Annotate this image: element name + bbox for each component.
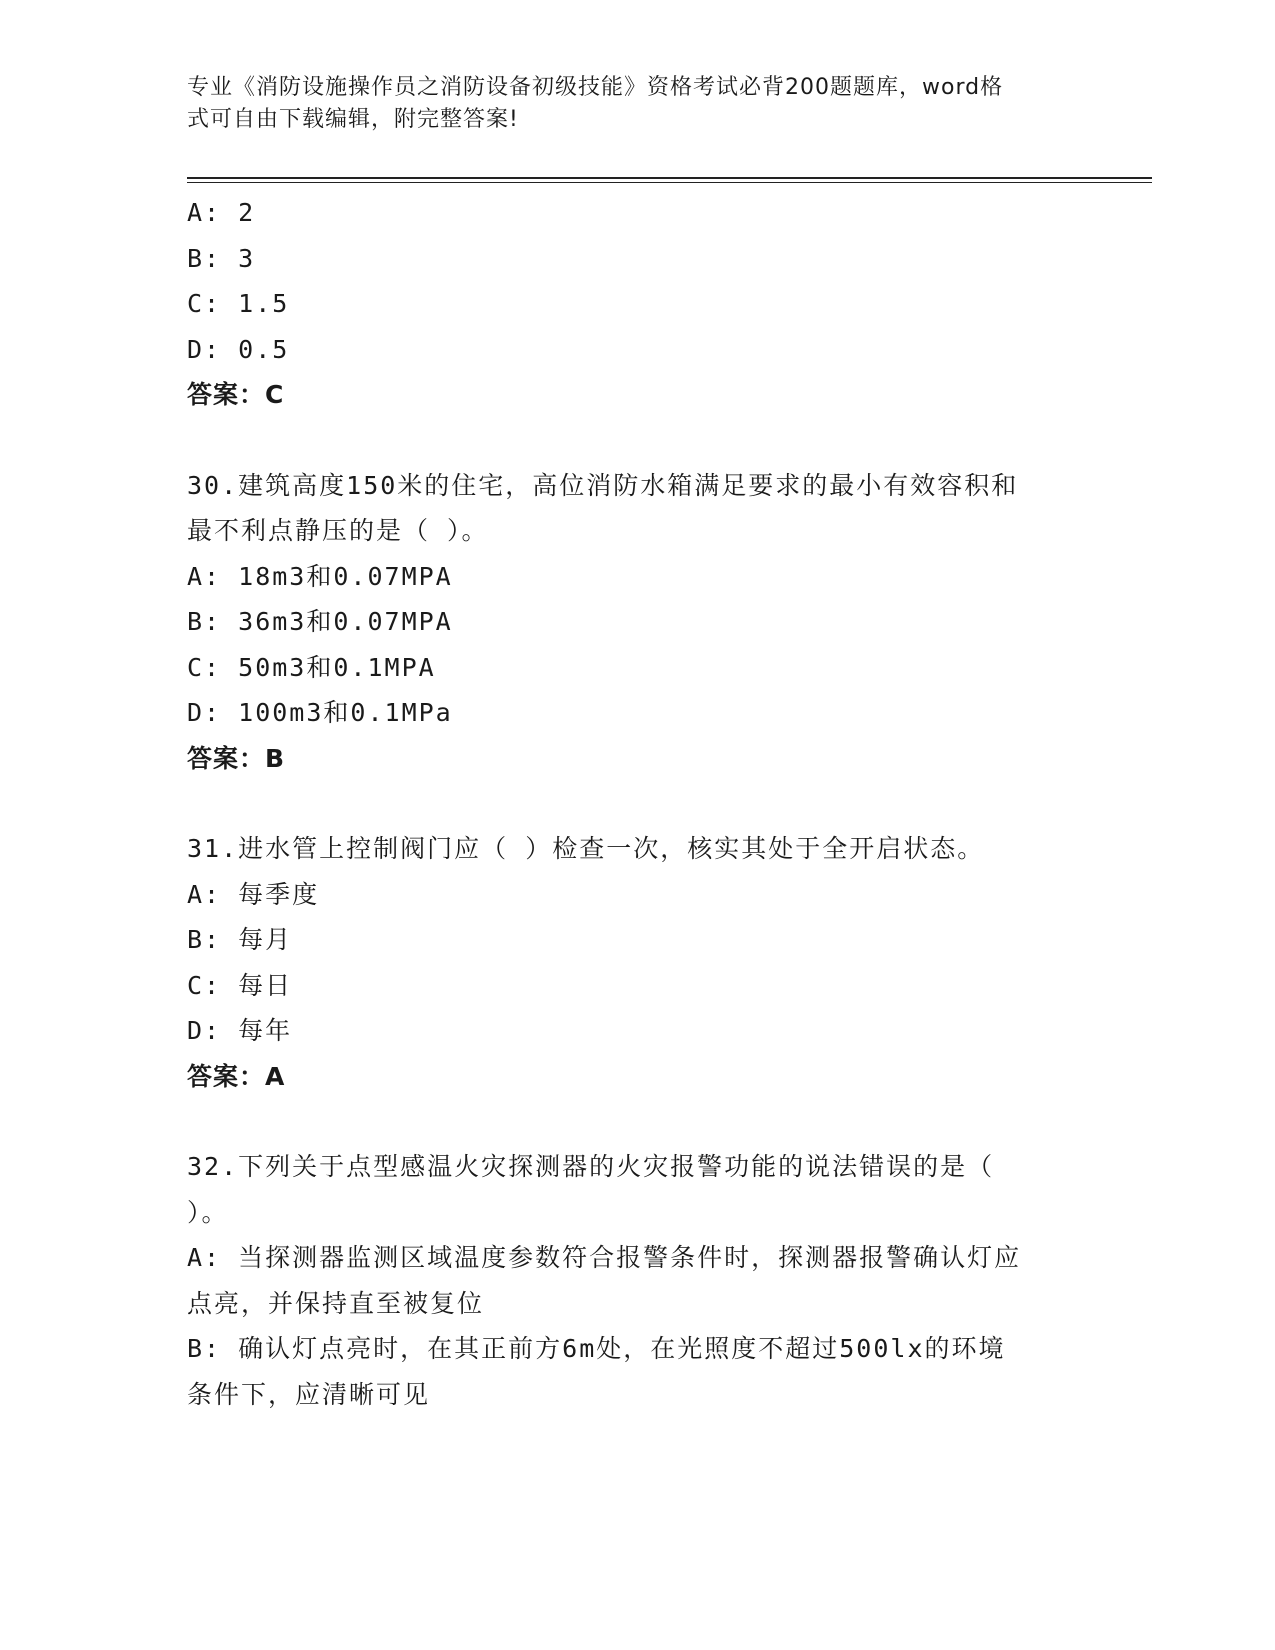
spacer (187, 418, 1067, 463)
question-30-stem-line-1: 30.建筑高度150米的住宅，高位消防水箱满足要求的最小有效容积和 (187, 470, 1019, 500)
header-divider-thin (187, 182, 1152, 183)
option-a-line-2: 点亮，并保持直至被复位 (187, 1288, 485, 1318)
option-c: C: 50m3和0.1MPA (187, 652, 436, 682)
answer-line: 答案：B (187, 743, 286, 773)
question-30-stem-line-2: 最不利点静压的是（ ）。 (187, 516, 489, 545)
option-d: D: 100m3和0.1MPa (187, 698, 453, 727)
document-header (187, 72, 1067, 136)
option-c: C: 每日 (187, 970, 293, 1000)
question-content (187, 190, 1067, 1417)
question-32-stem-line-1: 32.下列关于点型感温火灾探测器的火灾报警功能的说法错误的是（ (187, 1152, 995, 1181)
header-line-1: 专业《消防设施操作员之消防设备初级技能》资格考试必背200题题库，word格 (187, 75, 1004, 100)
header-divider-thick (187, 177, 1152, 179)
answer-line: 答案：A (187, 1061, 286, 1091)
option-a: A: 每季度 (187, 879, 320, 909)
option-a-line-1: A: 当探测器监测区域温度参数符合报警条件时，探测器报警确认灯应 (187, 1243, 1022, 1272)
header-line-2: 式可自由下载编辑，附完整答案! (187, 107, 519, 132)
option-b: B: 3 (187, 243, 256, 273)
spacer (187, 781, 1067, 826)
question-32-stem-line-2: ）。 (187, 1197, 229, 1227)
question-32-block (187, 1144, 1067, 1417)
question-30-block (187, 463, 1067, 782)
option-b: B: 36m3和0.07MPA (187, 607, 453, 636)
prev-question-block (187, 190, 1067, 418)
option-b-line-1: B: 确认灯点亮时，在其正前方6m处，在光照度不超过500lx的环境 (187, 1334, 1006, 1363)
option-b: B: 每月 (187, 925, 293, 954)
answer-line: 答案：C (187, 380, 285, 409)
question-31-block (187, 826, 1067, 1099)
option-c: C: 1.5 (187, 289, 290, 318)
option-b-line-2: 条件下，应清晰可见 (187, 1379, 431, 1409)
spacer (187, 1099, 1067, 1144)
option-d: D: 每年 (187, 1016, 293, 1045)
question-31-stem-line-1: 31.进水管上控制阀门应（ ）检查一次，核实其处于全开启状态。 (187, 834, 985, 863)
option-d: D: 0.5 (187, 334, 290, 364)
option-a: A: 18m3和0.07MPA (187, 561, 453, 591)
option-a: A: 2 (187, 198, 256, 227)
